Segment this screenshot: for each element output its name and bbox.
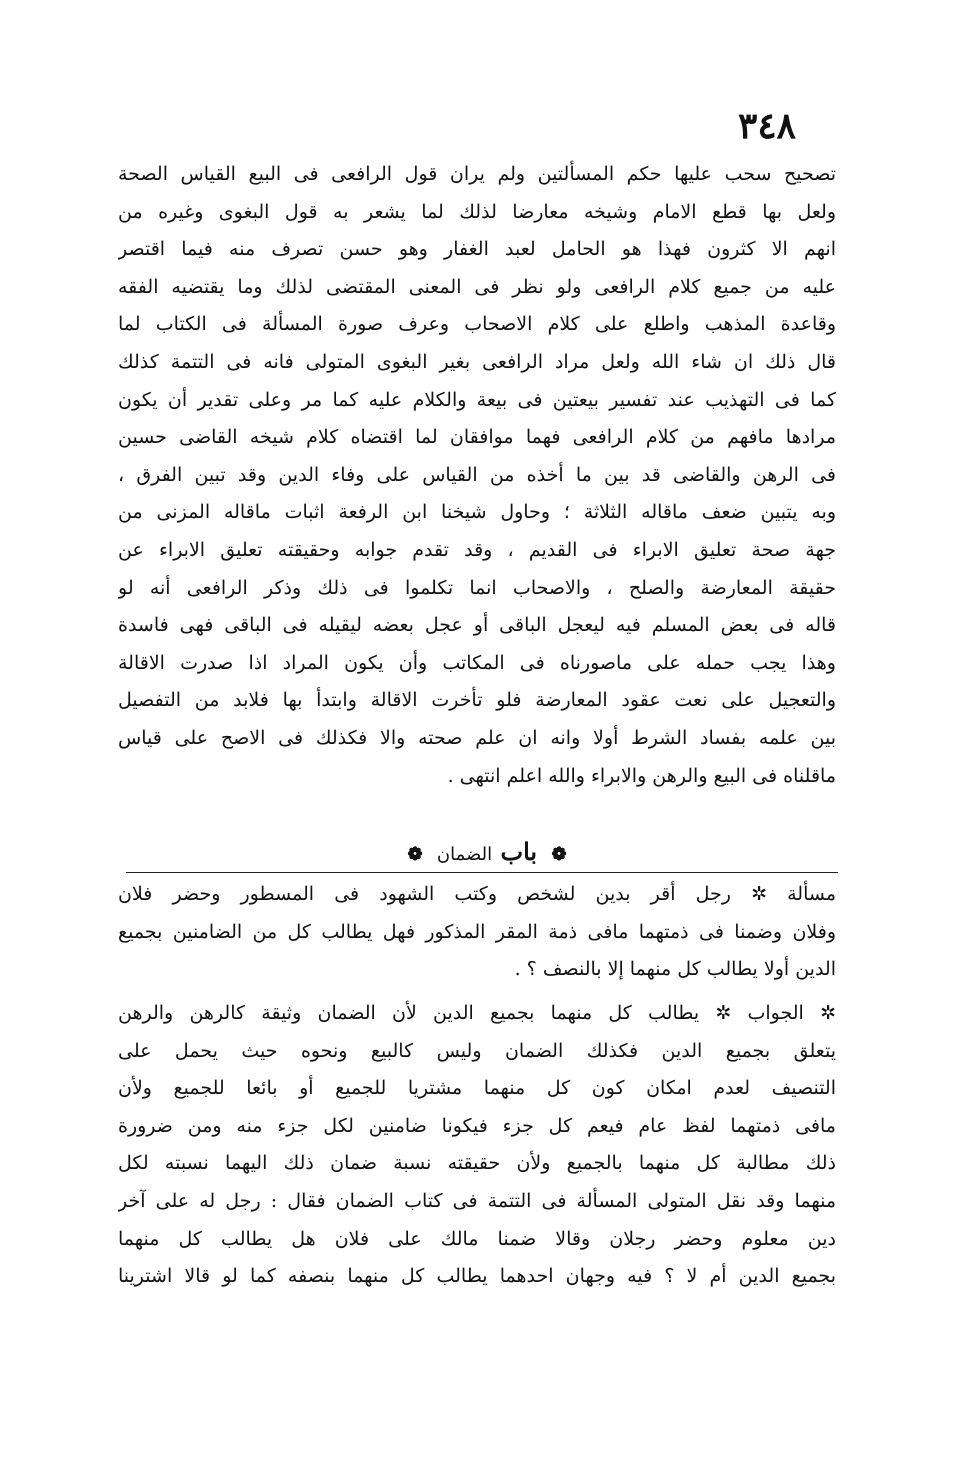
text-line: وبه يتبين ضعف ماقاله الثلاثة ؛ وحاول شيخنا ابن الرفعة اثبات ماقاله المزنى من — [118, 501, 836, 524]
text-line: قاله فى بعض المسلم فيه ليعجل الباقى أو عجل بعضه ليقيله فى الباقى فهى فاسدة — [118, 614, 836, 637]
text-line: قال ذلك ان شاء الله ولعل مراد الرافعى بغير البغوى المتولى فانه فى التتمة كذلك — [118, 350, 836, 373]
paragraph-continuation — [118, 156, 836, 795]
chapter-divider — [126, 872, 838, 873]
ornament-icon: ❁ — [407, 844, 423, 865]
ornament-icon: ❁ — [551, 844, 567, 865]
text-line: وقاعدة المذهب واطلع على كلام الاصحاب وعرف صورة المسألة فى الكتاب لما — [118, 313, 836, 336]
text-line: وهذا يجب حمله على ماصورناه فى المكاتب وأن يكون المراد اذا صدرت الاقالة — [118, 651, 836, 674]
text-line: التنصيف لعدم امكان كون كل منهما مشتريا للجميع أو بائعا للجميع ولأن — [118, 1077, 836, 1100]
text-line: فى الرهن والقاضى قد بين ما أخذه من القياس على وفاء الدين وقد تبين الفرق ، — [118, 463, 836, 486]
text-line: ولعل بها قطع الامام وشيخه معارضا لذلك لما يشعر به قول البغوى وغيره من — [118, 200, 836, 223]
text-line: كما فى التهذيب عند تفسير بيعتين فى بيعة والكلام عليه كما مر وعلى تقدير أن يكون — [118, 388, 836, 411]
text-line: ماقلناه فى البيع والرهن والابراء والله اعلم انتهى . — [447, 764, 836, 787]
text-line: مسألة ✲ رجل أقر بدين لشخص وكتب الشهود فى المسطور وحضر فلان — [118, 883, 836, 905]
text-line: ✲ الجواب ✲ يطالب كل منهما بجميع الدين لأن الضمان وثيقة كالرهن والرهن — [118, 1002, 836, 1024]
text-line: بين علمه بفساد الشرط أولا وانه ان علم صحته والا فكذلك فى الاصح على قياس — [118, 726, 836, 749]
page-number: ٣٤٨ — [737, 105, 796, 147]
text-line: الدين أولا يطالب كل منهما إلا بالنصف ؟ . — [514, 958, 836, 981]
text-line: حقيقة المعارضة والصلح ، والاصحاب انما تكلموا فى ذلك وذكر الرافعى أنه لو — [118, 576, 836, 599]
answer-paragraph — [118, 995, 836, 1296]
text-line: يتعلق بجميع الدين فكذلك الضمان وليس كالبيع ونحوه حيث يحمل على — [118, 1039, 836, 1062]
text-line: وفلان وضمنا فى ذمتهما مافى ذمة المقر المذكور فهل يطالب كل من الضامنين بجميع — [118, 920, 836, 943]
text-line: والتعجيل على نعت عقود المعارضة فلو تأخرت الاقالة وابتدأ بها فلابد من التفصيل — [118, 689, 836, 712]
text-line: مافى ذمتهما لفظ عام فيعم كل جزء فيكونا ضامنين لكل جزء منه ومن ضرورة — [118, 1114, 836, 1137]
text-line: دين معلوم وحضر رجلان وقالا ضمنا مالك على فلان هل يطالب كل منهما — [118, 1227, 836, 1250]
text-line: منهما وقد نقل المتولى المسألة فى التتمة فى كتاب الضمان فقال : رجل له على آخر — [118, 1189, 836, 1212]
question-paragraph — [118, 876, 836, 989]
text-line: مرادها مافهم من كلام الرافعى فهما موافقان لما اقتضاه كلام شيخه القاضى حسين — [118, 426, 836, 449]
chapter-subtitle: الضمان — [436, 844, 493, 865]
text-line: بجميع الدين أم لا ؟ فيه وجهان احدهما يطالب كل منهما بنصفه كما لو قالا اشترينا — [118, 1265, 836, 1288]
text-line: جهة صحة تعليق الابراء فى القديم ، وقد تقدم جوابه وحقيقته تعليق الابراء عن — [118, 538, 836, 561]
text-line: ذلك مطالبة كل منهما بالجميع ولأن حقيقته نسبة ضمان ذلك اليهما نسبته لكل — [118, 1152, 836, 1175]
text-line: انهم الا كثرون فهذا هو الحامل لعبد الغفار وهو حسن تصرف منه فيما اقتصر — [118, 238, 836, 261]
chapter-heading — [0, 832, 974, 875]
text-line: عليه من جميع كلام الرافعى ولو نظر فى المعنى المقتضى لذلك وما يقتضيه الفقه — [118, 275, 836, 298]
text-line: تصحيح سحب عليها حكم المسألتين ولم يران قول الرافعى فى البيع القياس الصحة — [118, 163, 836, 185]
chapter-title: باب — [500, 837, 538, 866]
